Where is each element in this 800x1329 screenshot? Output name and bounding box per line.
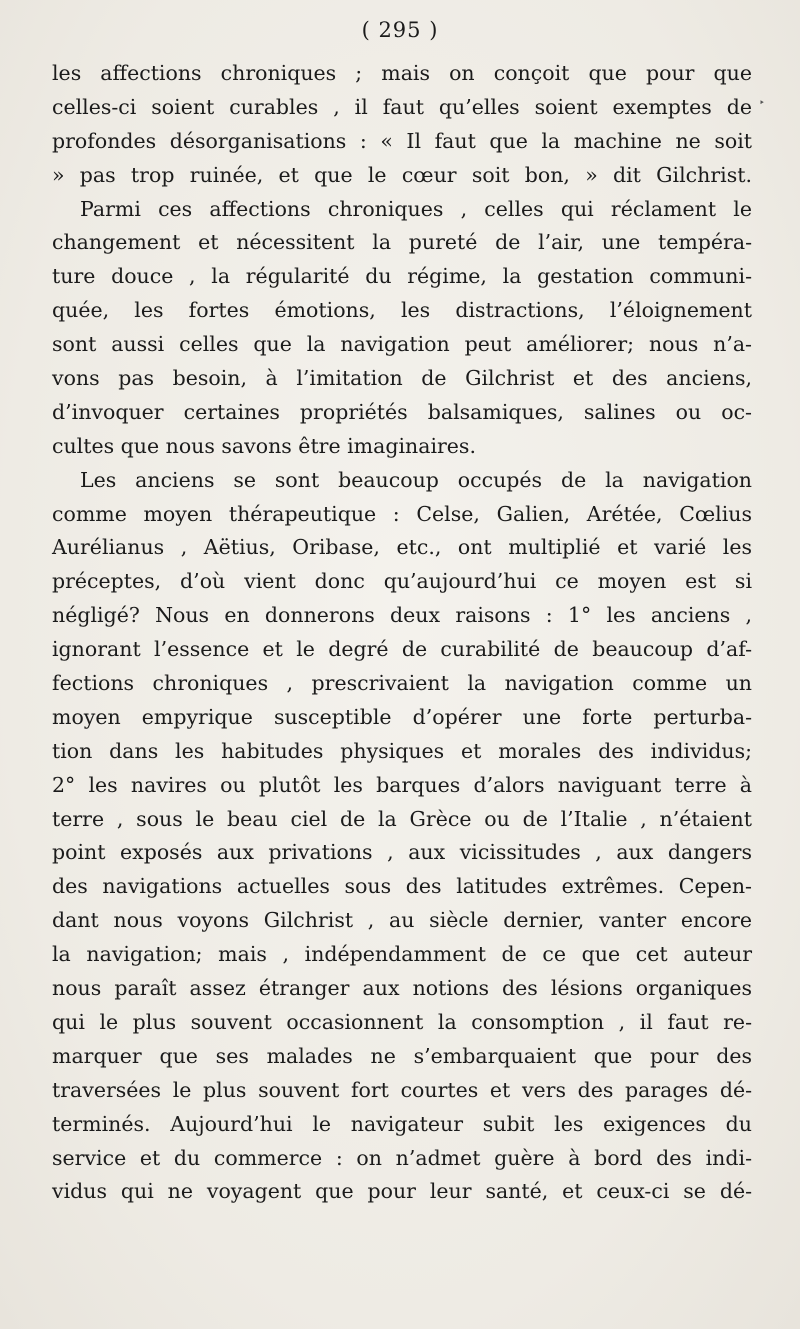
text-line: profondes désorganisations : « Il faut que la machine ne soit (52, 128, 752, 153)
text-line: d’invoquer certaines propriétés balsamiques, salines ou oc- (52, 399, 752, 424)
text-line: la navigation; mais , indépendamment de ce que cet auteur (52, 942, 752, 967)
text-line: ignorant l’essence et le degré de curabilité de beaucoup d’af- (52, 637, 752, 662)
text-line: terre , sous le beau ciel de la Grèce ou de l’Italie , n’étaient (52, 806, 752, 831)
text-line: comme moyen thérapeutique : Celse, Galien, Arétée, Cœlius (52, 501, 752, 526)
text-line: changement et nécessitent la pureté de l’air, une tempéra- (52, 230, 752, 255)
text-line: dant nous voyons Gilchrist , au siècle dernier, vanter encore (52, 908, 752, 933)
text-line: vidus qui ne voyagent que pour leur santé, et ceux-ci se dé- (52, 1179, 752, 1204)
text-line: Les anciens se sont beaucoup occupés de la navigation (80, 467, 752, 492)
text-line: Aurélianus , Aëtius, Oribase, etc., ont multiplié et varié les (52, 535, 752, 560)
text-line: celles-ci soient curables , il faut qu’elles soient exemptes de (52, 94, 752, 119)
text-line: moyen empyrique susceptible d’opérer une forte perturba- (52, 704, 752, 729)
text-line: négligé? Nous en donnerons deux raisons : 1° les anciens , (52, 603, 752, 628)
text-line: point exposés aux privations , aux vicissitudes , aux dangers (52, 840, 752, 865)
page-number-header: ( 295 ) (361, 18, 439, 42)
body-text (52, 57, 752, 1209)
text-line: » pas trop ruinée, et que le cœur soit bon, » dit Gilchrist. (52, 162, 752, 187)
text-line: préceptes, d’où vient donc qu’aujourd’hui ce moyen est si (52, 569, 752, 594)
text-line: les affections chroniques ; mais on conçoit que pour que (52, 61, 752, 85)
margin-mark-icon: ‣ (759, 98, 765, 109)
text-line: nous paraît assez étranger aux notions des lésions organiques (52, 976, 752, 1001)
text-line: des navigations actuelles sous des latitudes extrêmes. Cepen- (52, 874, 752, 899)
text-line: 2° les navires ou plutôt les barques d’alors naviguant terre à (52, 772, 752, 797)
text-line: fections chroniques , prescrivaient la navigation comme un (52, 671, 752, 696)
text-line: terminés. Aujourd’hui le navigateur subit les exigences du (52, 1111, 752, 1136)
text-line: quée, les fortes émotions, les distractions, l’éloignement (52, 298, 752, 323)
text-line: marquer que ses malades ne s’embarquaient que pour des (52, 1043, 752, 1068)
text-line: qui le plus souvent occasionnent la consomption , il faut re- (52, 1009, 752, 1034)
text-line: tion dans les habitudes physiques et morales des individus; (52, 738, 752, 763)
text-line: service et du commerce : on n’admet guère à bord des indi- (52, 1145, 752, 1170)
text-line: ture douce , la régularité du régime, la gestation communi- (52, 264, 752, 289)
text-line: sont aussi celles que la navigation peut améliorer; nous n’a- (52, 332, 752, 357)
text-line: vons pas besoin, à l’imitation de Gilchrist et des anciens, (52, 366, 752, 391)
text-line: Parmi ces affections chroniques , celles qui réclament le (80, 196, 752, 221)
text-line: traversées le plus souvent fort courtes et vers des parages dé- (52, 1077, 752, 1102)
text-line: cultes que nous savons être imaginaires. (52, 433, 476, 458)
